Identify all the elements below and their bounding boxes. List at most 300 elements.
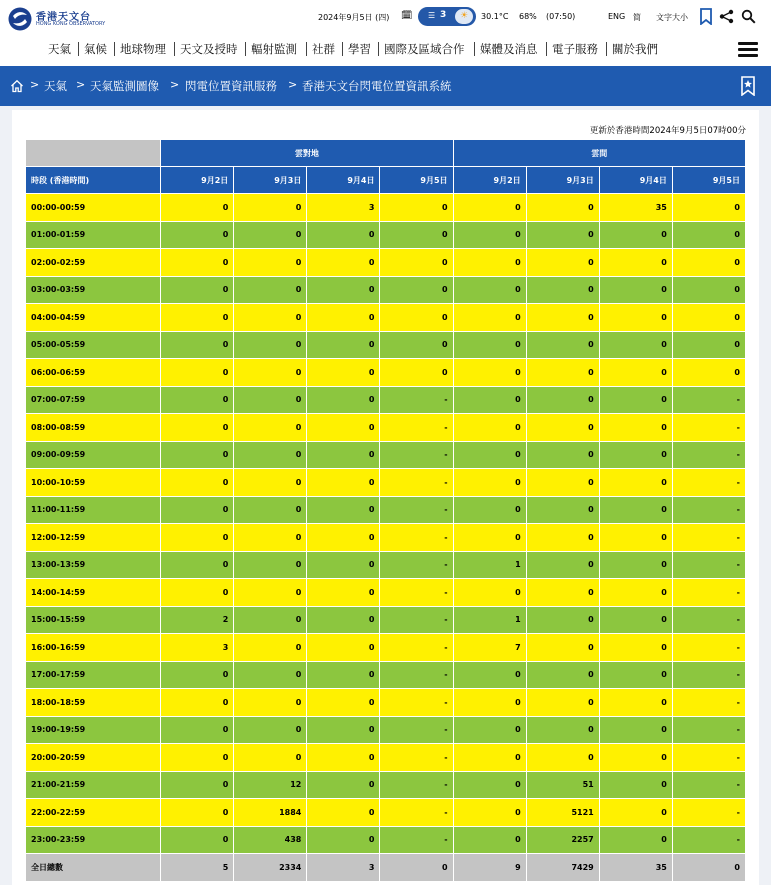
count-cell: 0 — [453, 661, 526, 689]
calendar-icon[interactable]: 🗓 — [401, 11, 413, 21]
share-icon[interactable] — [719, 9, 734, 24]
home-icon[interactable] — [10, 79, 24, 93]
chevron-right-icon: > — [30, 78, 40, 91]
logo-text-zh: 香港天文台 — [36, 12, 91, 23]
count-cell: 0 — [453, 331, 526, 359]
count-cell: - — [380, 799, 453, 827]
nav-item-weather[interactable]: 天氣 — [48, 42, 71, 56]
time-cell: 22:00-22:59 — [26, 799, 161, 827]
count-cell: 0 — [234, 661, 307, 689]
count-cell: 0 — [672, 194, 745, 222]
count-cell: 0 — [526, 744, 599, 772]
count-cell: 0 — [526, 689, 599, 717]
count-cell: 0 — [453, 744, 526, 772]
count-cell: 0 — [453, 524, 526, 552]
count-cell: 0 — [526, 716, 599, 744]
count-cell: - — [672, 524, 745, 552]
count-cell: 0 — [380, 276, 453, 304]
table-row — [26, 359, 746, 387]
table-row — [26, 304, 746, 332]
table-row — [26, 579, 746, 607]
count-cell: 0 — [526, 249, 599, 277]
count-cell: 0 — [161, 276, 234, 304]
breadcrumb-item-weather[interactable]: 天氣 — [44, 79, 67, 93]
count-cell: 0 — [453, 469, 526, 497]
count-cell: 0 — [599, 331, 672, 359]
count-cell: 0 — [526, 469, 599, 497]
count-cell: 0 — [161, 524, 234, 552]
count-cell: - — [672, 579, 745, 607]
nav-separator — [606, 42, 607, 56]
count-cell: 0 — [672, 249, 745, 277]
table-row — [26, 331, 746, 359]
count-cell: 0 — [526, 386, 599, 414]
count-cell: 0 — [307, 441, 380, 469]
count-cell: 0 — [307, 304, 380, 332]
table-row — [26, 386, 746, 414]
count-cell: 0 — [234, 221, 307, 249]
count-cell: 0 — [161, 414, 234, 442]
count-cell: 3 — [307, 194, 380, 222]
count-cell: - — [672, 799, 745, 827]
time-cell: 14:00-14:59 — [26, 579, 161, 607]
count-cell: 0 — [599, 304, 672, 332]
count-cell: 0 — [161, 551, 234, 579]
nav-item-media[interactable]: 媒體及消息 — [480, 42, 538, 56]
count-cell: 0 — [307, 469, 380, 497]
updated-timestamp: 更新於香港時間2024年9月5日07時00分 — [589, 126, 746, 136]
count-cell: 0 — [234, 524, 307, 552]
count-cell: 0 — [599, 799, 672, 827]
count-cell: 0 — [307, 579, 380, 607]
total-row — [26, 854, 746, 882]
day-header: 9月5日 — [380, 167, 453, 194]
count-cell: 0 — [161, 221, 234, 249]
count-cell: 0 — [453, 441, 526, 469]
count-cell: 0 — [307, 551, 380, 579]
time-cell: 05:00-05:59 — [26, 331, 161, 359]
time-cell: 04:00-04:59 — [26, 304, 161, 332]
count-cell: 0 — [307, 716, 380, 744]
time-cell: 21:00-21:59 — [26, 771, 161, 799]
time-cell: 07:00-07:59 — [26, 386, 161, 414]
count-cell: - — [672, 634, 745, 662]
count-cell: 438 — [234, 826, 307, 854]
group-header-cloud-to-ground: 雲對地 — [161, 140, 453, 167]
count-cell: 0 — [307, 249, 380, 277]
count-cell: 2257 — [526, 826, 599, 854]
count-cell: 0 — [234, 414, 307, 442]
time-cell: 16:00-16:59 — [26, 634, 161, 662]
count-cell: - — [380, 771, 453, 799]
count-cell: 0 — [234, 716, 307, 744]
time-cell: 03:00-03:59 — [26, 276, 161, 304]
count-cell: 0 — [234, 689, 307, 717]
count-cell: 0 — [526, 634, 599, 662]
count-cell: 0 — [526, 359, 599, 387]
count-cell: 0 — [380, 249, 453, 277]
chevron-right-icon: > — [76, 78, 86, 91]
count-cell: 0 — [599, 716, 672, 744]
table-row — [26, 221, 746, 249]
count-cell: 0 — [161, 689, 234, 717]
count-cell: 0 — [453, 414, 526, 442]
nav-separator — [78, 42, 79, 56]
count-cell: 0 — [526, 579, 599, 607]
count-cell: 0 — [599, 441, 672, 469]
count-cell: 0 — [234, 249, 307, 277]
count-cell: 0 — [161, 441, 234, 469]
count-cell: 0 — [307, 634, 380, 662]
total-cell: 0 — [380, 854, 453, 882]
time-cell: 01:00-01:59 — [26, 221, 161, 249]
nav-item-about[interactable]: 關於我們 — [612, 42, 658, 56]
nav-separator — [306, 42, 307, 56]
hko-logo[interactable] — [8, 7, 128, 31]
search-icon[interactable] — [741, 9, 756, 24]
nav-item-international[interactable]: 國際及區域合作 — [384, 42, 465, 56]
count-cell: - — [380, 414, 453, 442]
time-cell: 19:00-19:59 — [26, 716, 161, 744]
count-cell: 0 — [672, 276, 745, 304]
count-cell: 0 — [599, 606, 672, 634]
lang-sc-link[interactable]: 简 — [633, 13, 641, 22]
count-cell: 0 — [307, 771, 380, 799]
count-cell: 5121 — [526, 799, 599, 827]
count-cell: - — [380, 496, 453, 524]
main-nav — [0, 36, 771, 64]
count-cell: 0 — [453, 716, 526, 744]
count-cell: 0 — [526, 304, 599, 332]
count-cell: 0 — [526, 661, 599, 689]
count-cell: 0 — [599, 249, 672, 277]
count-cell: 0 — [307, 799, 380, 827]
count-cell: - — [672, 441, 745, 469]
total-cell: 3 — [307, 854, 380, 882]
count-cell: 0 — [161, 826, 234, 854]
count-cell: 0 — [307, 496, 380, 524]
count-cell: 0 — [234, 744, 307, 772]
count-cell: 0 — [599, 414, 672, 442]
count-cell: 0 — [672, 304, 745, 332]
count-cell: - — [672, 744, 745, 772]
count-cell: 0 — [453, 221, 526, 249]
menu-icon[interactable] — [738, 42, 758, 57]
nav-item-radiation[interactable]: 輻射監測 — [251, 42, 297, 56]
count-cell: 0 — [526, 194, 599, 222]
table-row — [26, 441, 746, 469]
count-cell: - — [380, 744, 453, 772]
count-cell: - — [672, 661, 745, 689]
nav-item-learning[interactable]: 學習 — [348, 42, 371, 56]
sun-cloud-icon: ☀ — [455, 9, 473, 24]
count-cell: 0 — [307, 524, 380, 552]
count-cell: 0 — [161, 716, 234, 744]
nav-separator — [474, 42, 475, 56]
count-cell: 0 — [307, 606, 380, 634]
count-cell: 0 — [234, 386, 307, 414]
count-cell: 0 — [307, 744, 380, 772]
total-cell: 9 — [453, 854, 526, 882]
table-row — [26, 799, 746, 827]
table-row — [26, 826, 746, 854]
count-cell: 0 — [672, 221, 745, 249]
count-cell: 0 — [380, 194, 453, 222]
count-cell: 0 — [234, 551, 307, 579]
table-row — [26, 414, 746, 442]
count-cell: 0 — [307, 221, 380, 249]
count-cell: 0 — [234, 441, 307, 469]
nav-item-eservices[interactable]: 電子服務 — [552, 42, 598, 56]
chevron-right-icon: > — [288, 78, 298, 91]
period-header: 時段 (香港時間) — [26, 167, 161, 194]
count-cell: 0 — [672, 359, 745, 387]
top-bar — [0, 0, 771, 36]
weather-widget[interactable] — [418, 7, 476, 26]
weather-icon-value: 3 — [440, 10, 447, 20]
count-cell: - — [380, 551, 453, 579]
count-cell: - — [380, 441, 453, 469]
count-cell: 0 — [307, 826, 380, 854]
table-row — [26, 276, 746, 304]
count-cell: 0 — [307, 661, 380, 689]
count-cell: - — [672, 716, 745, 744]
nav-separator — [245, 42, 246, 56]
breadcrumb-item-lightning-service[interactable]: 閃電位置資訊服務 — [185, 79, 277, 93]
time-cell: 23:00-23:59 — [26, 826, 161, 854]
count-cell: 0 — [599, 689, 672, 717]
count-cell: 0 — [453, 194, 526, 222]
day-header: 9月2日 — [161, 167, 234, 194]
count-cell: 0 — [599, 386, 672, 414]
table-row — [26, 744, 746, 772]
count-cell: - — [380, 469, 453, 497]
total-cell: 5 — [161, 854, 234, 882]
count-cell: 0 — [161, 249, 234, 277]
count-cell: 0 — [453, 771, 526, 799]
count-cell: - — [672, 414, 745, 442]
count-cell: - — [672, 689, 745, 717]
count-cell: 0 — [453, 276, 526, 304]
count-cell: 0 — [234, 331, 307, 359]
count-cell: 0 — [526, 496, 599, 524]
table-row — [26, 661, 746, 689]
bookmark-icon[interactable] — [699, 8, 713, 25]
count-cell: 0 — [307, 359, 380, 387]
count-cell: 0 — [161, 331, 234, 359]
time-cell: 00:00-00:59 — [26, 194, 161, 222]
count-cell: 0 — [526, 441, 599, 469]
time-cell: 02:00-02:59 — [26, 249, 161, 277]
count-cell: 0 — [380, 221, 453, 249]
count-cell: 0 — [307, 414, 380, 442]
time-cell: 06:00-06:59 — [26, 359, 161, 387]
table-row — [26, 771, 746, 799]
table-row — [26, 689, 746, 717]
time-cell: 10:00-10:59 — [26, 469, 161, 497]
count-cell: - — [380, 634, 453, 662]
chevron-right-icon: > — [170, 78, 180, 91]
count-cell: 0 — [161, 661, 234, 689]
count-cell: 0 — [307, 276, 380, 304]
count-cell: 0 — [161, 469, 234, 497]
count-cell: 1884 — [234, 799, 307, 827]
count-cell: 51 — [526, 771, 599, 799]
count-cell: 0 — [234, 496, 307, 524]
count-cell: - — [672, 771, 745, 799]
day-header: 9月2日 — [453, 167, 526, 194]
breadcrumb-item-current: 香港天文台閃電位置資訊系統 — [302, 79, 452, 93]
count-cell: 0 — [307, 689, 380, 717]
count-cell: 0 — [234, 304, 307, 332]
total-label: 全日總數 — [26, 854, 161, 882]
lightning-table — [25, 139, 746, 882]
nav-item-climate[interactable]: 氣候 — [84, 42, 107, 56]
count-cell: 0 — [161, 744, 234, 772]
day-header: 9月4日 — [599, 167, 672, 194]
table-row — [26, 551, 746, 579]
nav-separator — [378, 42, 379, 56]
count-cell: 0 — [234, 359, 307, 387]
count-cell: 0 — [526, 414, 599, 442]
count-cell: 0 — [234, 606, 307, 634]
warning-icon: ☰ — [428, 11, 436, 20]
logo-text-en: HONG KONG OBSERVATORY — [36, 21, 106, 27]
breadcrumb-item-monitoring[interactable]: 天氣監測圖像 — [90, 79, 159, 93]
nav-separator — [174, 42, 175, 56]
count-cell: 0 — [380, 331, 453, 359]
lang-eng-link[interactable]: ENG — [608, 12, 626, 21]
count-cell: 0 — [161, 304, 234, 332]
time-cell: 17:00-17:59 — [26, 661, 161, 689]
count-cell: 0 — [234, 194, 307, 222]
count-cell: 0 — [307, 331, 380, 359]
count-cell: 0 — [307, 386, 380, 414]
temperature-reading: 30.1°C — [481, 12, 509, 21]
time-cell: 18:00-18:59 — [26, 689, 161, 717]
time-cell: 09:00-09:59 — [26, 441, 161, 469]
count-cell: - — [380, 826, 453, 854]
count-cell: 0 — [526, 524, 599, 552]
count-cell: - — [672, 606, 745, 634]
count-cell: 0 — [526, 551, 599, 579]
total-cell: 2334 — [234, 854, 307, 882]
day-header: 9月3日 — [234, 167, 307, 194]
nav-separator — [546, 42, 547, 56]
nav-separator — [342, 42, 343, 56]
count-cell: 0 — [526, 276, 599, 304]
count-cell: 0 — [234, 634, 307, 662]
count-cell: 0 — [453, 304, 526, 332]
count-cell: - — [672, 469, 745, 497]
table-row — [26, 469, 746, 497]
time-cell: 15:00-15:59 — [26, 606, 161, 634]
count-cell: 0 — [161, 194, 234, 222]
count-cell: 0 — [161, 359, 234, 387]
count-cell: 0 — [380, 359, 453, 387]
group-header-cloud-to-cloud: 雲間 — [453, 140, 745, 167]
count-cell: - — [380, 689, 453, 717]
count-cell: 0 — [599, 359, 672, 387]
table-row — [26, 716, 746, 744]
nav-item-geophysics[interactable]: 地球物理 — [120, 42, 166, 56]
count-cell: - — [672, 496, 745, 524]
count-cell: 0 — [526, 221, 599, 249]
count-cell: - — [380, 524, 453, 552]
bookmark-star-icon[interactable] — [740, 76, 756, 96]
total-cell: 35 — [599, 854, 672, 882]
count-cell: - — [672, 386, 745, 414]
table-row — [26, 524, 746, 552]
nav-item-community[interactable]: 社群 — [312, 42, 335, 56]
count-cell: 1 — [453, 551, 526, 579]
time-cell: 11:00-11:59 — [26, 496, 161, 524]
count-cell: 0 — [599, 634, 672, 662]
count-cell: 0 — [526, 331, 599, 359]
nav-separator — [114, 42, 115, 56]
count-cell: - — [380, 606, 453, 634]
time-cell: 13:00-13:59 — [26, 551, 161, 579]
observation-time: (07:50) — [546, 12, 576, 21]
font-size-link[interactable]: 文字大小 — [656, 13, 688, 22]
count-cell: 3 — [161, 634, 234, 662]
count-cell: 0 — [672, 331, 745, 359]
day-header: 9月3日 — [526, 167, 599, 194]
total-cell: 0 — [672, 854, 745, 882]
count-cell: - — [380, 661, 453, 689]
count-cell: 0 — [234, 276, 307, 304]
day-header: 9月4日 — [307, 167, 380, 194]
count-cell: 0 — [599, 826, 672, 854]
count-cell: 0 — [599, 221, 672, 249]
count-cell: 0 — [526, 606, 599, 634]
count-cell: 0 — [234, 579, 307, 607]
count-cell: 0 — [234, 469, 307, 497]
count-cell: 0 — [599, 771, 672, 799]
time-cell: 20:00-20:59 — [26, 744, 161, 772]
count-cell: 0 — [599, 496, 672, 524]
count-cell: - — [380, 386, 453, 414]
table-row — [26, 194, 746, 222]
count-cell: 0 — [161, 799, 234, 827]
table-row — [26, 496, 746, 524]
table-row — [26, 606, 746, 634]
count-cell: 7 — [453, 634, 526, 662]
count-cell: - — [380, 579, 453, 607]
count-cell: - — [380, 716, 453, 744]
count-cell: 0 — [453, 359, 526, 387]
count-cell: 12 — [234, 771, 307, 799]
count-cell: 35 — [599, 194, 672, 222]
count-cell: - — [672, 551, 745, 579]
count-cell: 0 — [599, 579, 672, 607]
time-cell: 12:00-12:59 — [26, 524, 161, 552]
count-cell: 0 — [599, 551, 672, 579]
count-cell: 0 — [453, 826, 526, 854]
header-blank-cell — [26, 140, 161, 167]
nav-item-astronomy[interactable]: 天文及授時 — [180, 42, 238, 56]
count-cell: 0 — [161, 771, 234, 799]
count-cell: - — [672, 826, 745, 854]
hko-logo-icon — [8, 7, 32, 31]
count-cell: 2 — [161, 606, 234, 634]
table-body — [26, 194, 746, 882]
total-cell: 7429 — [526, 854, 599, 882]
count-cell: 0 — [453, 799, 526, 827]
count-cell: 0 — [599, 661, 672, 689]
current-date: 2024年9月5日 (四) — [318, 13, 390, 22]
count-cell: 0 — [161, 386, 234, 414]
